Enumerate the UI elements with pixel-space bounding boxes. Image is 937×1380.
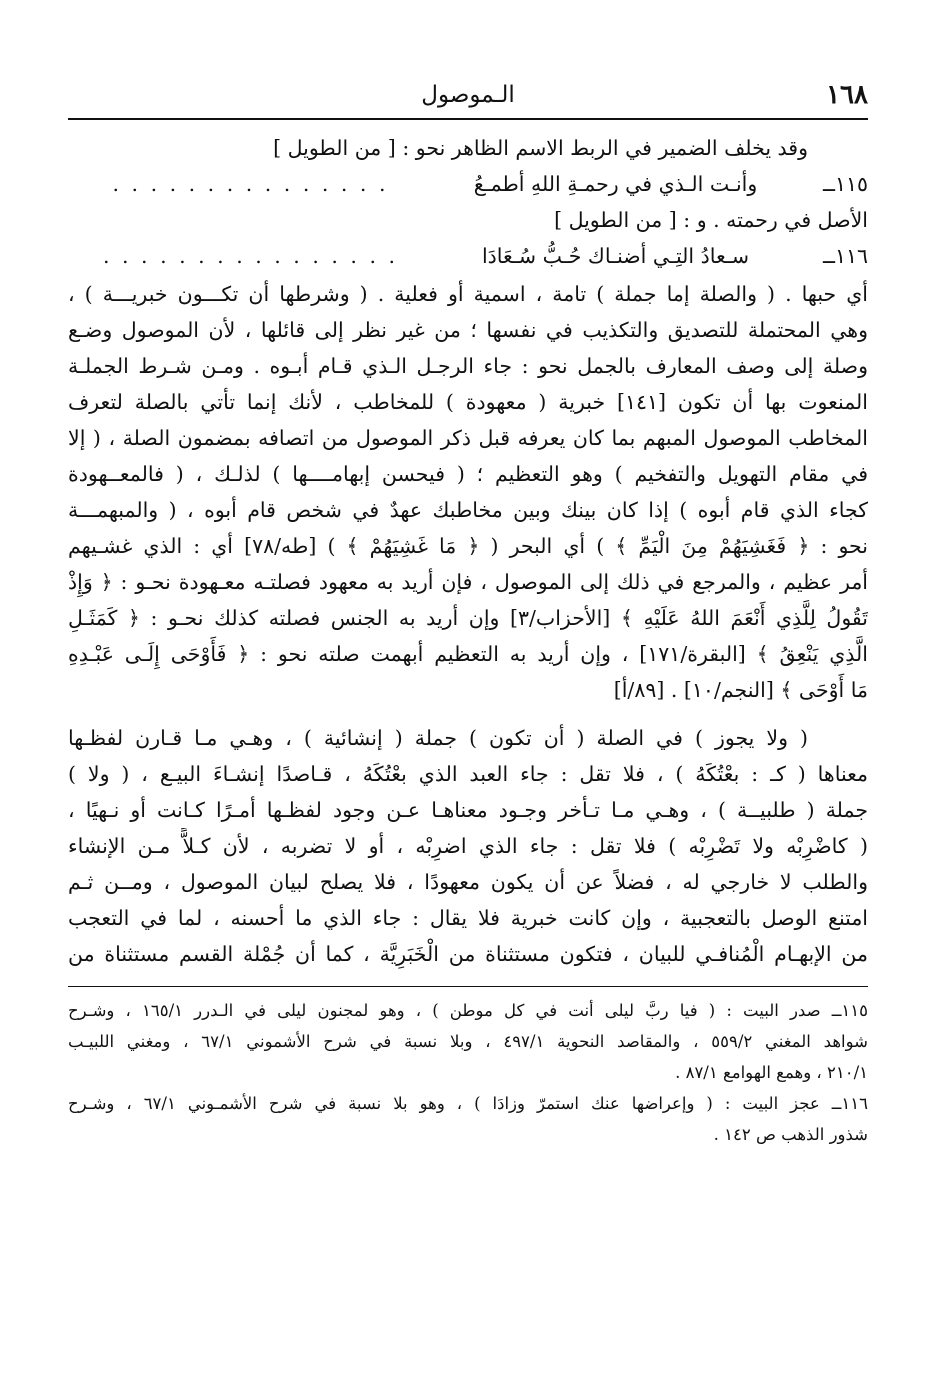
footnote-rule (68, 986, 868, 987)
verse-number: ١١٦ــ (822, 244, 868, 268)
page-number: ١٦٨ (826, 80, 868, 110)
text-line: والطلب لا خارجي له ، فضلاً عن أن يكون معهودًا ، فلا يصلح لبيان الموصول ، ومــن ثـم (68, 870, 868, 894)
verse-hemistich: وأنـت الـذي في رحمـةِ اللهِ أطمـعُ (473, 172, 758, 196)
text-line: جملة ( طلبيــة ) ، وهـي مـا تـأخر وجـود معناهـا عـن وجود لفظـها أمـرًا كـانت أو نـهيًا ، (68, 798, 868, 822)
document-page (68, 80, 868, 1150)
paragraph-1 (68, 276, 868, 708)
verse-dots: . . . . . . . . . . . . . . . (112, 172, 389, 196)
text-line: أي حبها . ( والصلة إما جملة ) تامة ، اسمية أو فعلية . ( وشرطها أن تكـــون خبريـــة ) ، (68, 282, 868, 306)
text-line: أمر عظيم ، والمرجع في ذلك إلى الموصول ، فإن أريد به معهود فصلتـه معـهودة نحـو : ﴿ وَإِذْ (68, 570, 868, 594)
text-line: ( ولا يجوز ) في الصلة ( أن تكون ) جملة ( إنشائية ) ، وهـي مـا قـارن لفظـها (68, 726, 808, 750)
text-line: وهي المحتملة للتصديق والتكذيب في نفسها ؛ من غير نظر إلى قائلها ، لأن الموصول وضـع (68, 318, 868, 342)
header-rule (68, 118, 868, 120)
text-line: كجاء الذي قام أبوه ) إذا كان بينك وبين مخاطبك عهدٌ في شخص قام أبوه ، ( والمبهمـــة (68, 498, 868, 522)
text-line: من الإبهـام الْمُنافـي للبيان ، فتكون مستثناة من الْخَبَرِيَّة ، كما أن جُمْلة القسم مستثناة من (68, 942, 868, 966)
paragraph-2 (68, 720, 868, 972)
text-line: المنعوت بها أن تكون [١٤١] خبرية ( معهودة ) للمخاطب ، لأنك إنما تأتي بالصلة لتعرف (68, 390, 868, 414)
text-line: امتنع الوصل بالتعجبية ، وإن كانت خبرية فلا يقال : جاء الذي ما أحسنه ، لما في التعجب (68, 906, 868, 930)
footnotes (68, 995, 868, 1150)
line-after-verse-115: الأصل في رحمته . و : [ من الطويل ] (554, 208, 868, 232)
footnote-line: ١١٦ــ عجز البيت : ( وإعراضها عنك استمرّ وزادَا ) ، وهو بلا نسبة في شرح الأشمـوني ٦٧/١ ، وشـرح (68, 1094, 868, 1113)
text-line: نحو : ﴿ فَغَشِيَهُمْ مِنَ الْيَمِّ ﴾ ) أي البحر ( ﴿ مَا غَشِيَهُمْ ﴾ ) [طه/٧٨] أي : الذي غشـيهم (68, 534, 868, 558)
text-line: ( كاضْرِبْه ولا تَضْرِبْه ) فلا تقل : جاء الذي اضرِبْه ، أو لا تضربه ، لأن كـلاًّ مـن الإنشاء (68, 834, 868, 858)
verse-hemistich: سـعادُ التِـي أضنـاك حُـبُّ سُـعَادَا (481, 244, 750, 268)
footnote-line: ١١٥ــ صدر البيت : ( فيا ربَّ ليلى أنت في كل موطن ) ، وهو لمجنون ليلى في الـدرر ١٦٥/١ ، وشـرح (68, 1001, 868, 1020)
intro-line: وقد يخلف الضمير في الربط الاسم الظاهر نحو : [ من الطويل ] (273, 136, 808, 160)
verse-dots: . . . . . . . . . . . . . . . . (102, 244, 398, 268)
verse-115 (68, 166, 868, 202)
text-line: تَقُولُ لِلَّذِي أَنْعَمَ اللهُ عَلَيْهِ ﴾ [الأحزاب/٣] وإن أريد به الجنس فصلته كذلك نحـو : ﴿ كَمَثَـلِ (68, 606, 868, 630)
text-line: المخاطب الموصول المبهم بما كان يعرفه قبل ذكر الموصول من اتصافه بمضمون الصلة ، ( إلا (68, 426, 868, 450)
verse-number: ١١٥ــ (822, 172, 868, 196)
text-line: الَّذِي يَنْعِقُ ﴾ [البقرة/١٧١] ، وإن أريد به التعظيم أبهمت صلته نحو : ﴿ فَأَوْحَى إِلَـى عَبْـدِهِ (68, 642, 868, 666)
verse-116 (68, 238, 868, 274)
footnote-line: ٢١٠/١ ، وهمع الهوامع ٨٧/١ . (675, 1063, 868, 1082)
text-line: في مقام التهويل والتفخيم ) وهو التعظيم ؛ ( فيحسن إبهامــــها ) لذلـك ، ( فالمعــهودة (68, 462, 868, 486)
footnote-line: شواهد المغني ٥٥٩/٢ ، والمقاصد النحوية ٤٩٧/١ ، وبلا نسبة في شرح الأشموني ٦٧/١ ، ومغني اللبيـب (68, 1032, 868, 1051)
footnote-line: شذور الذهب ص ١٤٢ . (713, 1125, 868, 1144)
page-header (68, 80, 868, 114)
text-line: مَا أَوْحَى ﴾ [النجم/١٠] . [٨٩/أ] (613, 678, 868, 702)
text-line: وصلة إلى وصف المعارف بالجمل نحو : جاء الرجـل الـذي قـام أبـوه . ومـن شـرط الجملـة (68, 354, 868, 378)
text-line: معناها ( كـ : بعْتُكَهُ ) ، فلا تقل : جاء العبد الذي بعْتُكَهُ ، قـاصدًا إنشـاءَ البيـع ، ( ولا ) (68, 762, 868, 786)
running-title: الـموصول (421, 82, 515, 108)
